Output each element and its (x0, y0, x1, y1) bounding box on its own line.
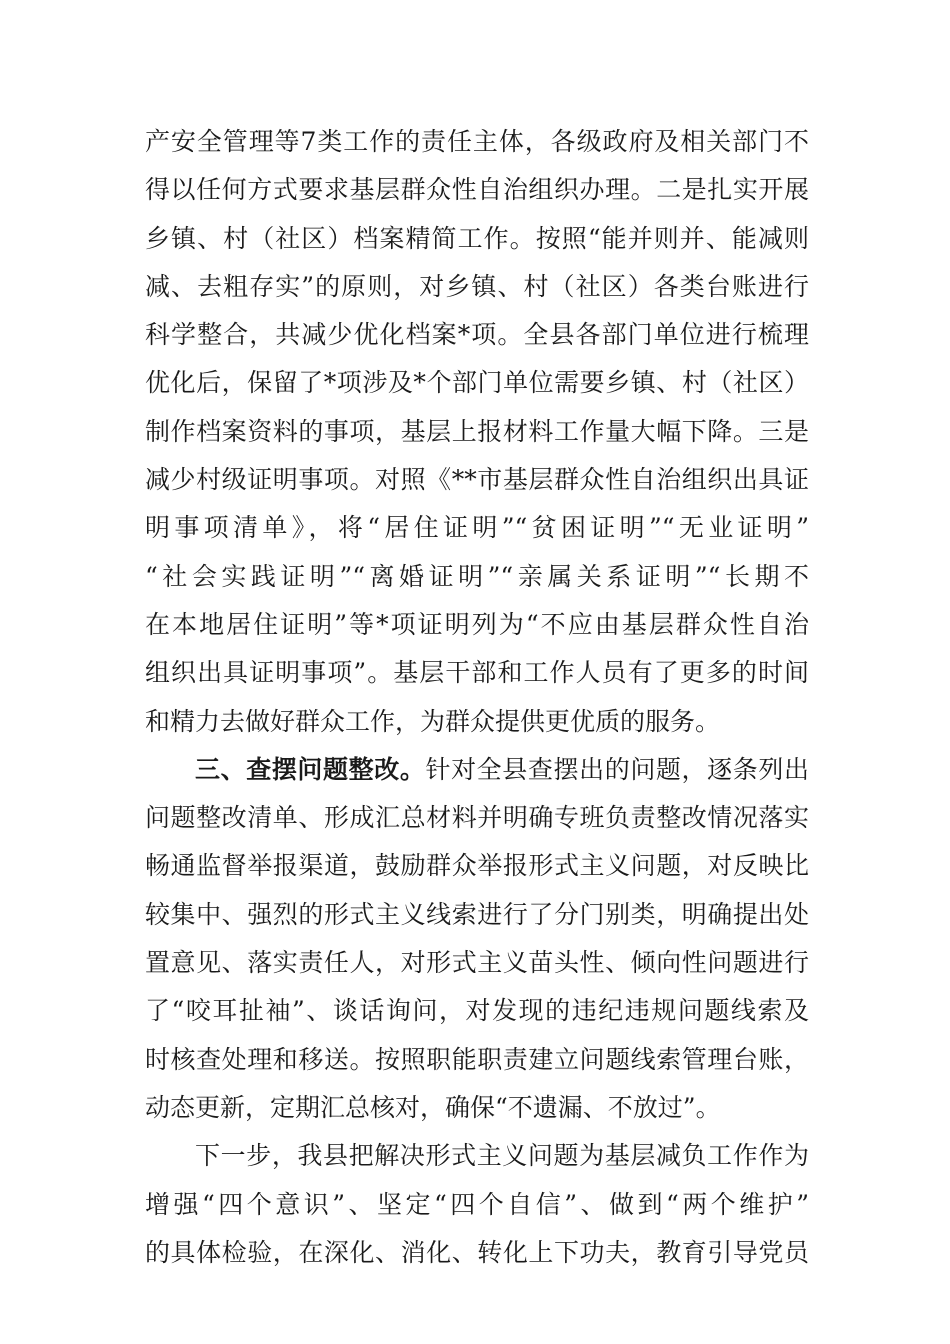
text-line: 了“咬耳扯袖”、谈话询问，对发现的违纪违规问题线索及 (145, 996, 809, 1026)
text-line: 得以任何方式要求基层群众性自治组织办理。二是扎实开展 (145, 175, 809, 205)
text-line: 增强“四个意识”、坚定“四个自信”、做到“两个维护” (145, 1189, 809, 1219)
text-line: 在本地居住证明”等*项证明列为“不应由基层群众性自治 (145, 609, 809, 639)
text-line: 较集中、强烈的形式主义线索进行了分门别类，明确提出处 (145, 899, 809, 929)
text-line: 置意见、落实责任人，对形式主义苗头性、倾向性问题进行 (145, 948, 809, 978)
document-body (145, 118, 809, 1277)
paragraph-accountability (145, 118, 809, 746)
text-line: 的具体检验，在深化、消化、转化上下功夫，教育引导党员 (145, 1237, 809, 1267)
paragraph-rectification (145, 746, 809, 1132)
text-line: 和精力去做好群众工作，为群众提供更优质的服务。 (145, 706, 721, 736)
text-line: 问题整改清单、形成汇总材料并明确专班负责整改情况落实 (145, 803, 809, 833)
text-line: 时核查处理和移送。按照职能职责建立问题线索管理台账， (145, 1044, 809, 1074)
text-line: 科学整合，共减少优化档案*项。全县各部门单位进行梳理 (145, 320, 809, 350)
text-line: 产安全管理等7类工作的责任主体，各级政府及相关部门不 (145, 127, 809, 156)
text-line: “社会实践证明”“离婚证明”“亲属关系证明”“长期不 (145, 561, 809, 591)
text-line: 优化后，保留了*项涉及*个部门单位需要乡镇、村（社区） (145, 368, 809, 398)
text-line: 乡镇、村（社区）档案精简工作。按照“能并则并、能减则 (145, 223, 809, 253)
text-line-rest: 针对全县查摆出的问题，逐条列出 (425, 754, 809, 784)
text-line: 明事项清单》，将“居住证明”“贫困证明”“无业证明” (145, 513, 809, 543)
text-line: 制作档案资料的事项，基层上报材料工作量大幅下降。三是 (145, 416, 809, 446)
section-heading: 三、查摆问题整改。 (195, 754, 426, 784)
text-line: 组织出具证明事项”。基层干部和工作人员有了更多的时间 (145, 658, 809, 688)
text-line: 动态更新，定期汇总核对，确保“不遗漏、不放过”。 (145, 1092, 721, 1122)
text-line: 下一步，我县把解决形式主义问题为基层减负工作作为 (195, 1141, 809, 1171)
paragraph-next-steps (145, 1132, 809, 1277)
text-line: 减、去粗存实”的原则，对乡镇、村（社区）各类台账进行 (145, 271, 809, 301)
text-line-with-heading (145, 746, 809, 794)
text-line: 减少村级证明事项。对照《**市基层群众性自治组织出具证 (145, 465, 809, 495)
text-line: 畅通监督举报渠道，鼓励群众举报形式主义问题，对反映比 (145, 851, 809, 881)
